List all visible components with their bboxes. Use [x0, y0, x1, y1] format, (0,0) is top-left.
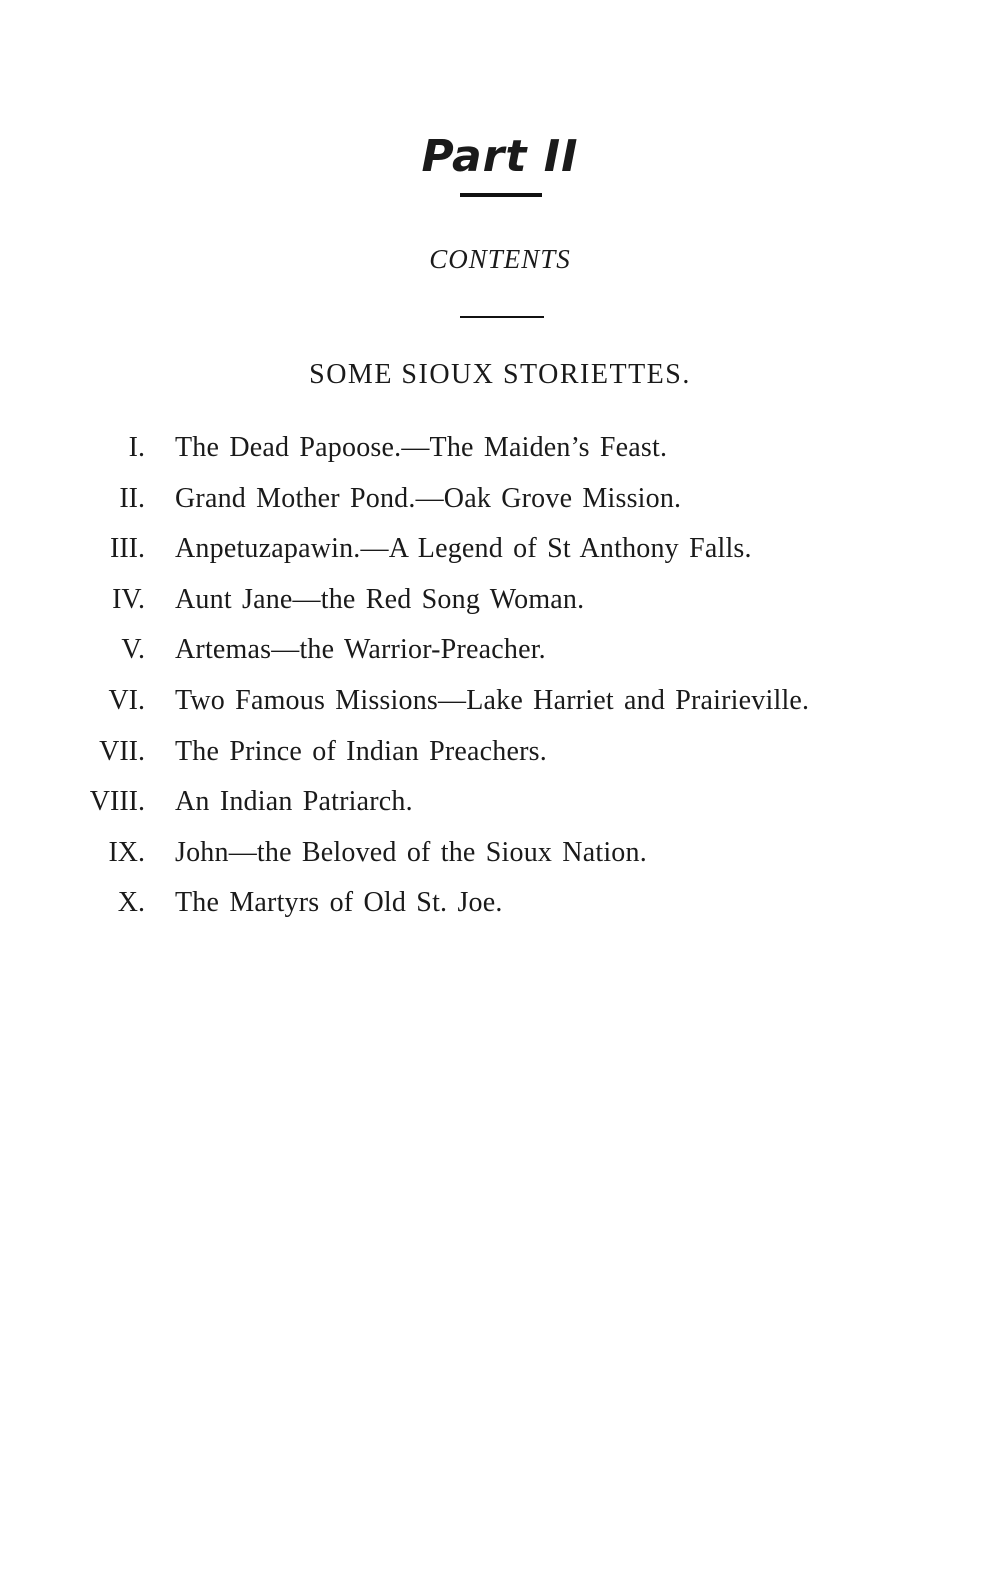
- toc-entry: [0, 883, 1000, 934]
- toc-entry-numeral: VIII.: [89, 786, 145, 818]
- toc-entry-numeral: VI.: [108, 684, 145, 716]
- toc-entry-title: Anpetuzapawin.—A Legend of St Anthony Falls.: [175, 533, 752, 565]
- toc-entry-title: Artemas—the Warrior-Preacher.: [175, 634, 546, 666]
- toc-entry: [0, 732, 1000, 783]
- toc-entry-title: The Dead Papoose.—The Maiden’s Feast.: [175, 432, 668, 463]
- toc-entry: [0, 580, 1000, 631]
- toc-entry-numeral: II.: [119, 482, 145, 514]
- toc-entry-title: The Prince of Indian Preachers.: [175, 735, 547, 767]
- toc-entry-numeral: IX.: [108, 836, 145, 868]
- section-heading: SOME SIOUX STORIETTES.: [309, 359, 691, 390]
- toc-entry-title: John—the Beloved of the Sioux Nation.: [175, 836, 647, 868]
- toc-entry-numeral: III.: [110, 533, 145, 565]
- toc-entry-numeral: V.: [121, 634, 145, 666]
- toc-entry-title: Grand Mother Pond.—Oak Grove Mission.: [175, 482, 682, 514]
- toc-entry: [0, 833, 1000, 884]
- toc-entry-numeral: IV.: [112, 583, 145, 615]
- table-of-contents: [0, 428, 1000, 934]
- toc-entry-title: Two Famous Missions—Lake Harriet and Prairieville.: [175, 684, 810, 716]
- contents-label: CONTENTS: [429, 244, 571, 274]
- toc-entry: [0, 681, 1000, 732]
- toc-entry: [0, 529, 1000, 580]
- page-title: Part II: [421, 131, 579, 183]
- toc-entry-numeral: X.: [117, 887, 145, 919]
- toc-entry: [0, 428, 1000, 479]
- toc-entry-numeral: I.: [128, 432, 145, 463]
- toc-entry: [0, 782, 1000, 833]
- toc-entry-title: Aunt Jane—the Red Song Woman.: [175, 583, 585, 615]
- toc-entry-title: The Martyrs of Old St. Joe.: [175, 887, 503, 919]
- toc-entry-numeral: VII.: [99, 735, 145, 767]
- title-divider: [460, 193, 542, 197]
- toc-entry: [0, 630, 1000, 681]
- toc-entry-title: An Indian Patriarch.: [175, 786, 413, 818]
- contents-divider: [460, 316, 544, 318]
- toc-entry: [0, 479, 1000, 530]
